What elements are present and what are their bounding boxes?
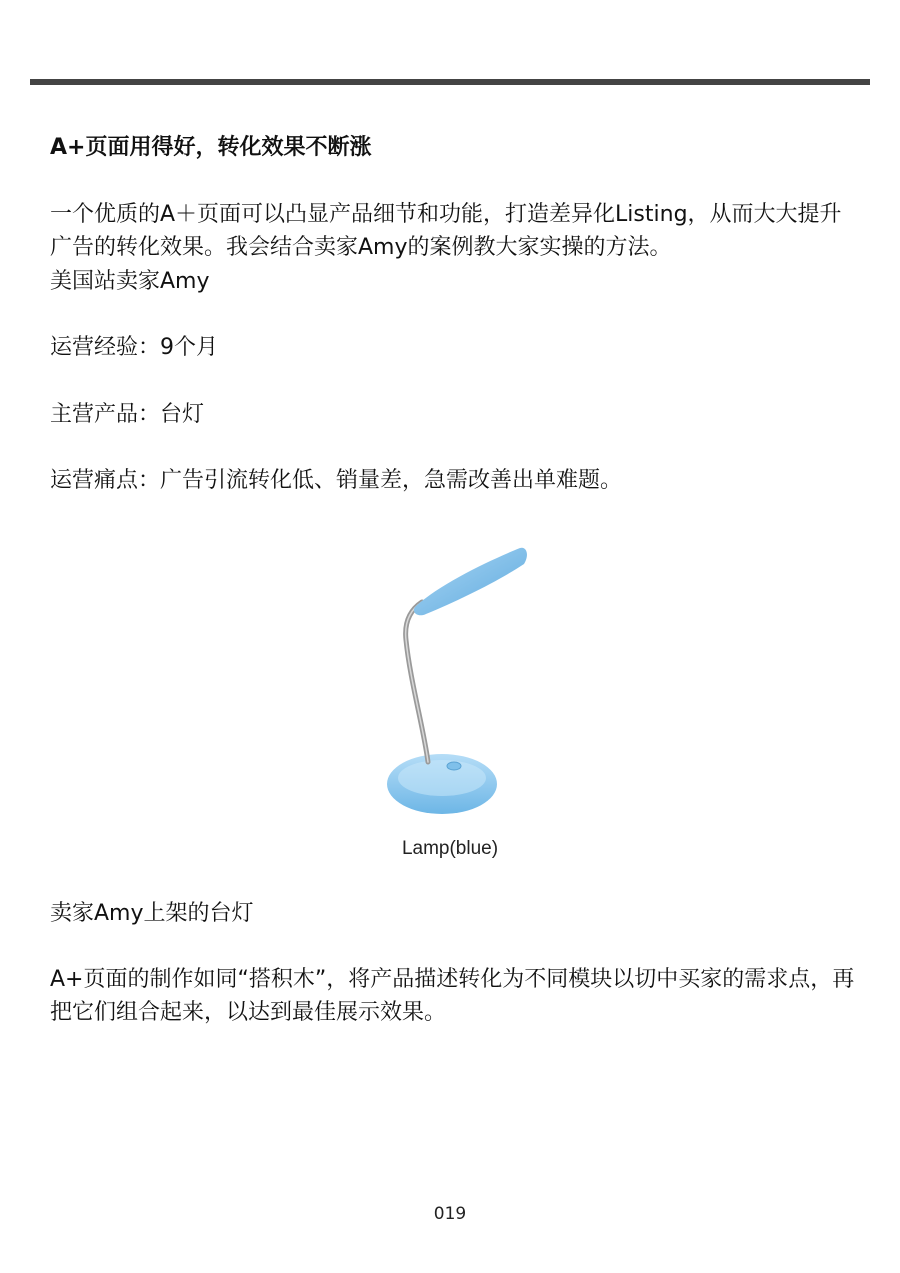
lamp-switch [447,762,461,770]
page-number: 019 [433,1204,467,1224]
top-rule [30,79,870,85]
lamp-head [414,548,527,616]
desk-lamp-illustration [380,540,540,830]
figure-caption: Lamp(blue) [401,838,499,859]
intro-paragraph: 一个优质的A＋页面可以凸显产品细节和功能，打造差异化Listing，从而大大提升广告的转化效果。我会结合卖家Amy的案例教大家实操的方法。 [50,202,842,260]
experience-line: 运营经验：9个月 [50,335,218,360]
section-heading: A+页面用得好，转化效果不断涨 [50,135,372,160]
seller-line: 美国站卖家Amy [50,269,210,294]
product-line: 主营产品：台灯 [50,402,205,427]
lamp-product-image [380,540,540,830]
pain-point-line: 运营痛点：广告引流转化低、销量差，急需改善出单难题。 [50,468,623,493]
blocks-paragraph: A+页面的制作如同“搭积木”，将产品描述转化为不同模块以切中买家的需求点，再把它们组合起来，以达到最佳展示效果。 [50,967,855,1025]
lamp-note-line: 卖家Amy上架的台灯 [50,901,254,926]
